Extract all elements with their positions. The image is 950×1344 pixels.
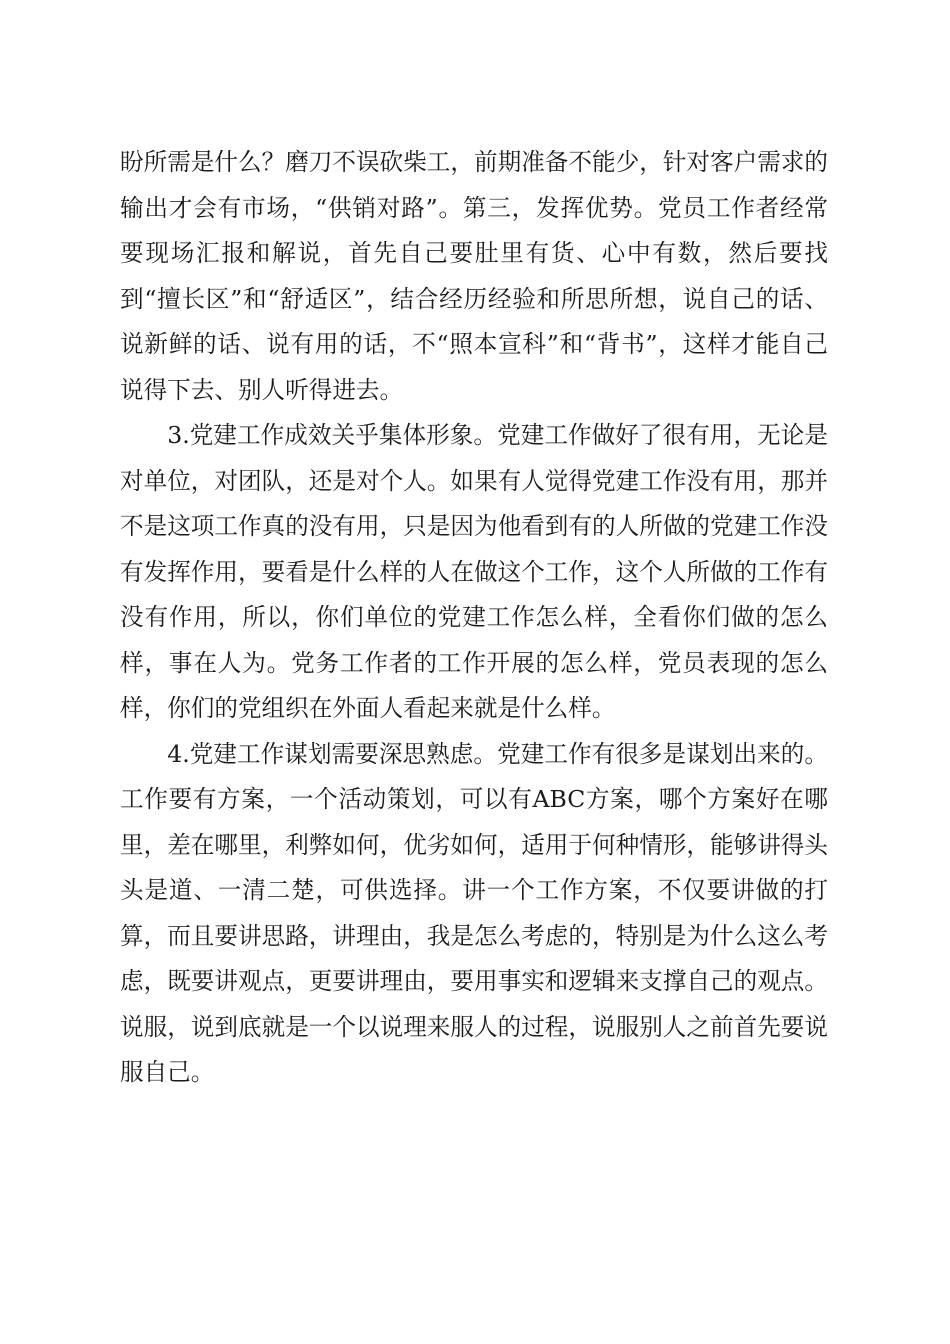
document-body xyxy=(120,140,828,1096)
paragraph-3-collective-image: 3.党建工作成效关乎集体形象。党建工作做好了很有用，无论是对单位，对团队，还是对个人。如果有人觉得党建工作没有用，那并不是这项工作真的没有用，只是因为他看到有的人所做的党建工作没有发挥作用，要看是什么样的人在做这个工作，这个人所做的工作有没有作用，所以，你们单位的党建工作怎么样，全看你们做的怎么样，事在人为。党务工作者的工作开展的怎么样，党员表现的怎么样，你们的党组织在外面人看起来就是什么样。 xyxy=(120,421,828,722)
paragraph-4-planning: 4.党建工作谋划需要深思熟虑。党建工作有很多是谋划出来的。工作要有方案，一个活动策划，可以有ABC方案，哪个方案好在哪里，差在哪里，利弊如何，优劣如何，适用于何种情形，能够讲得头头是道、一清二楚，可供选择。讲一个工作方案，不仅要讲做的打算，而且要讲思路，讲理由，我是怎么考虑的，特别是为什么这么考虑，既要讲观点，更要讲理由，要用事实和逻辑来支撑自己的观点。说服，说到底就是一个以说理来服人的过程，说服别人之前首先要说服自己。 xyxy=(120,739,828,1086)
paragraph-continuation: 盼所需是什么？磨刀不误砍柴工，前期准备不能少，针对客户需求的输出才会有市场，“供销对路”。第三，发挥优势。党员工作者经常要现场汇报和解说，首先自己要肚里有货、心中有数，然后要找到“擅长区”和“舒适区”，结合经历经验和所思所想，说自己的话、说新鲜的话、说有用的话，不“照本宣科”和“背书”，这样才能自己说得下去、别人听得进去。 xyxy=(120,148,828,404)
